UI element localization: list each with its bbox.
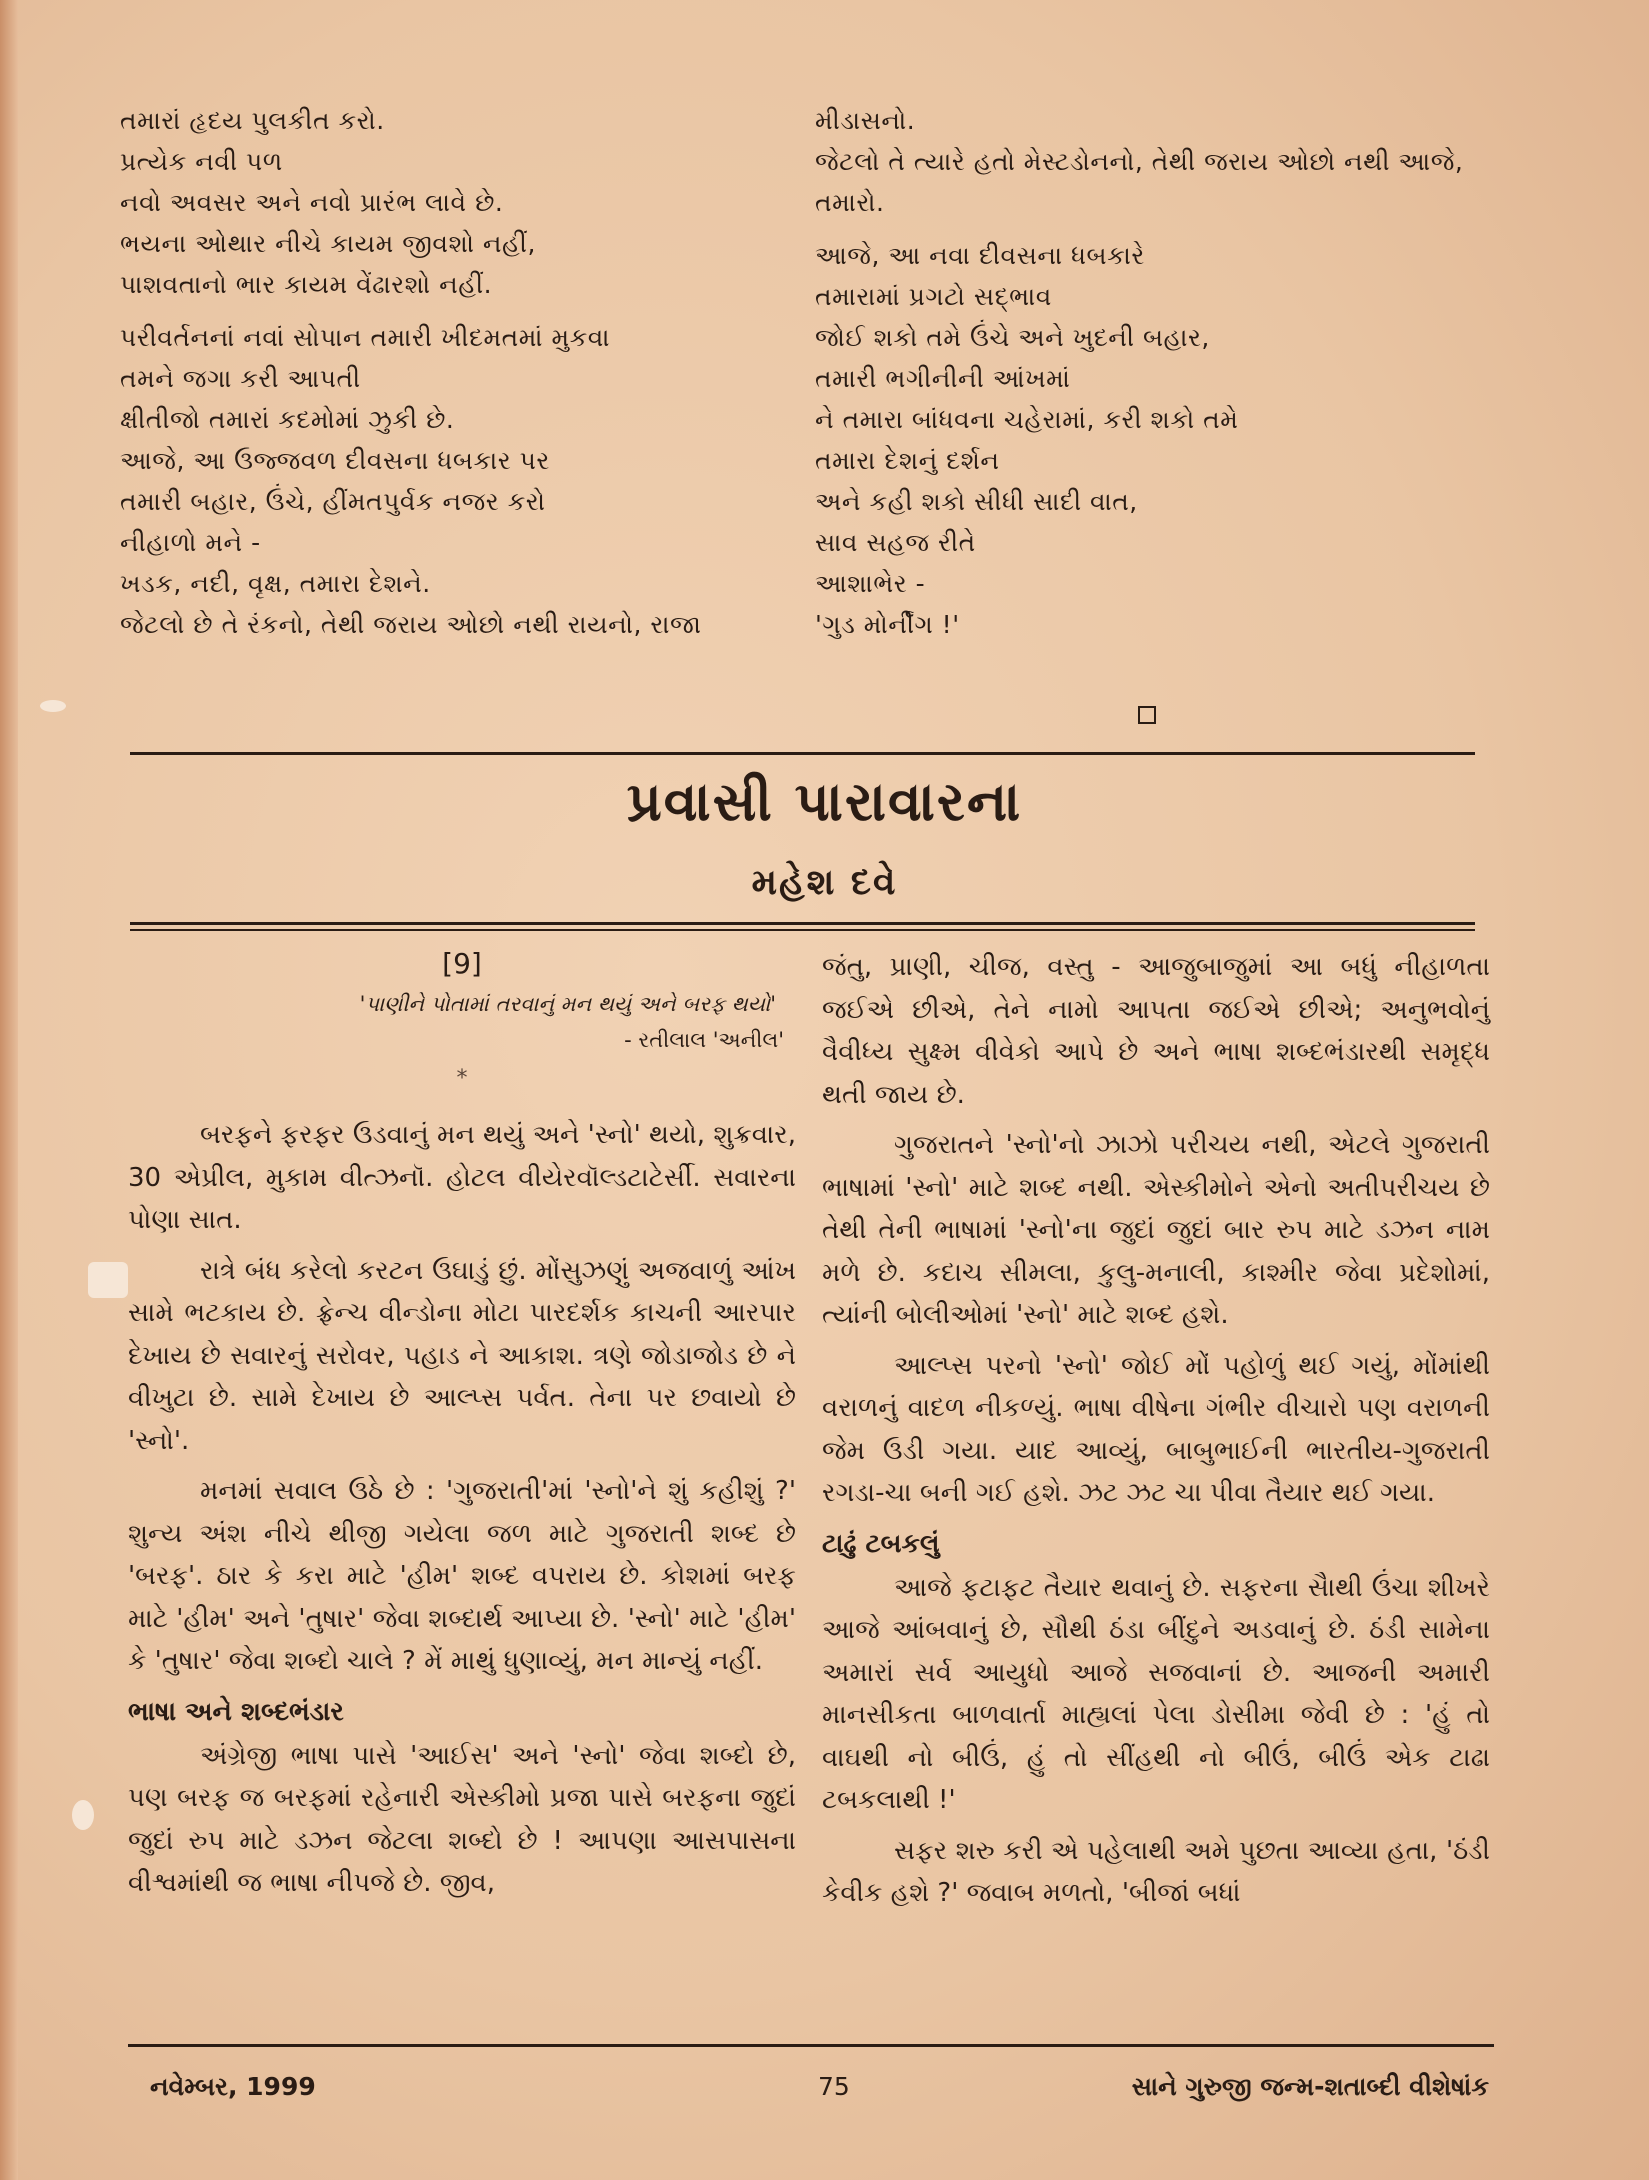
page-number: 75 <box>818 2072 850 2101</box>
poem-line: ક્ષીતીજો તમારાં કદમોમાં ઝુકી છે. <box>120 405 455 434</box>
poem-line: નીહાળો મને - <box>120 528 261 557</box>
poem-line: આજે, આ નવા દીવસના ધબકારે <box>815 241 1145 270</box>
paragraph: મનમાં સવાલ ઉઠે છે : 'ગુજરાતી'માં 'સ્નો'ને શું કહીશું ?' શુન્ય અંશ નીચે થીજી ગયેલા જળ માટે ગુજરાતી શબ્દ છે 'બરફ'. ઠાર કે કરા માટે 'હીમ' શબ્દ વપરાય છે. કોશમાં બરફ માટે 'હીમ' અને 'તુષાર' જેવા શબ્દાર્થ આપ્યા છે. 'સ્નો' માટે 'હીમ' કે 'તુષાર' જેવા શબ્દો ચાલે ? મેં માથું ધુણાવ્યું, મન માન્યું નહીં. <box>128 1476 796 1676</box>
section-heading: ટાઢું ટબકલું <box>822 1528 940 1559</box>
article-right-column <box>822 946 1490 1923</box>
article-author: મહેશ દવે <box>751 862 898 903</box>
stanza-gap <box>120 305 820 317</box>
page-edge <box>0 0 18 2180</box>
section-number: [9] <box>442 947 482 980</box>
poem-line: પ્રત્યેક નવી પળ <box>120 147 283 176</box>
paper-tear <box>40 700 66 712</box>
poem-line: જોઈ શકો તમે ઉંચે અને ખુદની બહાર, <box>815 323 1210 352</box>
stanza-gap <box>815 223 1515 235</box>
paragraph: અંગ્રેજી ભાષા પાસે 'આઈસ' અને 'સ્નો' જેવા શબ્દો છે, પણ બરફ જ બરફમાં રહેનારી એસ્કીમો પ્રજા પાસે બરફના જુદાં જુદાં રુપ માટે ડઝન જેટલા શબ્દો છે ! આપણા આસપાસના વીશ્વમાંથી જ ભાષા નીપજે છે. જીવ, <box>128 1740 796 1898</box>
article-left-column <box>128 942 796 1913</box>
poem-line: તમારો. <box>815 188 885 217</box>
poem-line: આજે, આ ઉજ્જવળ દીવસના ધબકાર પર <box>120 446 550 475</box>
poem-line: ને તમારા બાંધવના ચહેરામાં, કરી શકો તમે <box>815 405 1239 434</box>
article-title: પ્રવાસી પારાવારના <box>626 770 1023 833</box>
end-box-icon <box>1138 706 1156 724</box>
paper-tear <box>72 1800 94 1830</box>
poem-line: મીડાસનો. <box>815 106 916 135</box>
poem-line: અને કહી શકો સીધી સાદી વાત, <box>815 487 1138 516</box>
section-heading: ભાષા અને શબ્દભંડાર <box>128 1696 344 1727</box>
poem-line: તમારા દેશનું દર્શન <box>815 446 1000 475</box>
poem-line: પરીવર્તનનાં નવાં સોપાન તમારી ખીદમતમાં મુકવા <box>120 323 610 352</box>
right-body <box>822 946 1490 1915</box>
footer-issue-title: સાને ગુરુજી જન્મ-શતાબ્દી વીશેષાંક <box>1131 2072 1489 2101</box>
title-bottom-rule <box>130 922 1475 925</box>
paragraph: જંતુ, પ્રાણી, ચીજ, વસ્તુ - આજુબાજુમાં આ બધું નીહાળતા જઈએ છીએ, તેને નામો આપતા જઈએ છીએ; અનુભવોનું વૈવીધ્ય સુક્ષ્મ વીવેકો આપે છે અને ભાષા શબ્દભંડારથી સમૃદ્ધ થતી જાય છે. <box>822 952 1490 1110</box>
poem-right-column <box>815 100 1515 645</box>
poem-line: તમારી ભગીનીની આંખમાં <box>815 364 1071 393</box>
title-bottom-rule-thin <box>130 929 1475 931</box>
poem-left-column <box>120 100 820 645</box>
poem-line: નવો અવસર અને નવો પ્રારંભ લાવે છે. <box>120 188 504 217</box>
epigraph-author: - રતીલાલ 'અનીલ' <box>624 1028 784 1052</box>
poem-line: ભયના ઓથાર નીચે કાયમ જીવશો નહીં, <box>120 229 536 258</box>
poem-line: તમારી બહાર, ઉંચે, હીંમતપુર્વક નજર કરો <box>120 487 546 516</box>
poem-line: 'ગુડ મોર્નીંગ !' <box>815 610 960 639</box>
poem-line: જેટલો તે ત્યારે હતો મેસ્ટડોનનો, તેથી જરાય ઓછો નથી આજે, <box>815 147 1464 176</box>
paragraph: સફર શરુ કરી એ પહેલાથી અમે પુછતા આવ્યા હતા, 'ઠંડી કેવીક હશે ?' જવાબ મળતો, 'બીજાં બધાં <box>822 1835 1490 1908</box>
poem-line: તમને જગા કરી આપતી <box>120 364 361 393</box>
poem-line: આશાભેર - <box>815 569 926 598</box>
poem-line: તમારામાં પ્રગટો સદ્‌ભાવ <box>815 282 1052 311</box>
paragraph: રાત્રે બંધ કરેલો કરટન ઉઘાડું છું. મોંસુઝણું અજવાળું આંખ સામે ભટકાય છે. ફ્રેન્ચ વીન્ડોના મોટા પારદર્શક કાચની આરપાર દેખાય છે સવારનું સરોવર, પહાડ ને આકાશ. ત્રણે જોડાજોડ છે ને વીખુટા છે. સામે દેખાય છે આલ્પ્સ પર્વત. તેના પર છવાયો છે 'સ્નો'. <box>128 1255 796 1456</box>
paragraph: બરફને ફરફર ઉડવાનું મન થયું અને 'સ્નો' થયો, શુક્રવાર, 30 એપ્રીલ, મુકામ વીત્ઝનૉ. હોટલ વીયેરવૉલ્ડટાટેર્સી. સવારના પોણા સાત. <box>128 1120 796 1235</box>
paragraph: આજે ફટાફટ તૈયાર થવાનું છે. સફરના સાૈથી ઉંચા શીખરે આજે આંબવાનું છે, સૌથી ઠંડા બીંદુને અડવાનું છે. ઠંડી સામેના અમારાં સર્વ આયુધો આજે સજવાનાં છે. આજની અમારી માનસીકતા બાળવાર્તા માહ્યલાં પેલા ડોસીમા જેવી છે : 'હું તો વાઘથી નો બીઉં, હું તો સીંહથી નો બીઉં, બીઉં એક ટાઢા ટબકલાથી !' <box>822 1572 1490 1815</box>
left-body <box>128 1114 796 1905</box>
title-top-rule <box>130 752 1475 755</box>
footer-rule <box>128 2044 1494 2047</box>
poem-line: જેટલો છે તે રંકનો, તેથી જરાય ઓછો નથી રાયનો, રાજા <box>120 610 702 639</box>
poem-line: પાશવતાનો ભાર કાયમ વેંઢારશો નહીં. <box>120 270 493 299</box>
asterisk-divider: * <box>456 1066 468 1091</box>
poem-line: સાવ સહજ રીતે <box>815 528 976 557</box>
footer-date: નવેમ્બર, 1999 <box>150 2072 316 2101</box>
poem-line: ખડક, નદી, વૃક્ષ, તમારા દેશને. <box>120 569 431 598</box>
poem-line: તમારાં હૃદય પુલકીત કરો. <box>120 106 385 135</box>
paragraph: ગુજરાતને 'સ્નો'નો ઝાઝો પરીચય નથી, એટલે ગુજરાતી ભાષામાં 'સ્નો' માટે શબ્દ નથી. એસ્કીમોને એનો અતીપરીચય છે તેથી તેની ભાષામાં 'સ્નો'ના જુદાં જુદાં બાર રુપ માટે ડઝન નામ મળે છે. કદાચ સીમલા, કુલુ-મનાલી, કાશ્મીર જેવા પ્રદેશોમાં, ત્યાંની બોલીઓમાં 'સ્નો' માટે શબ્દ હશે. <box>822 1130 1490 1330</box>
paragraph: આલ્પ્સ પરનો 'સ્નો' જોઈ મોં પહોળું થઈ ગયું, મોંમાંથી વરાળનું વાદળ નીકળ્યું. ભાષા વીષેના ગંભીર વીચારો પણ વરાળની જેમ ઉડી ગયા. યાદ આવ્યું, બાબુભાઈની ભારતીય-ગુજરાતી રગડા-ચા બની ગઈ હશે. ઝટ ઝટ ચા પીવા તૈયાર થઈ ગયા. <box>822 1350 1490 1508</box>
paper-hole <box>88 1262 128 1298</box>
epigraph: 'પાણીને પોતામાં તરવાનું મન થયું અને બરફ થયો' <box>359 992 776 1016</box>
